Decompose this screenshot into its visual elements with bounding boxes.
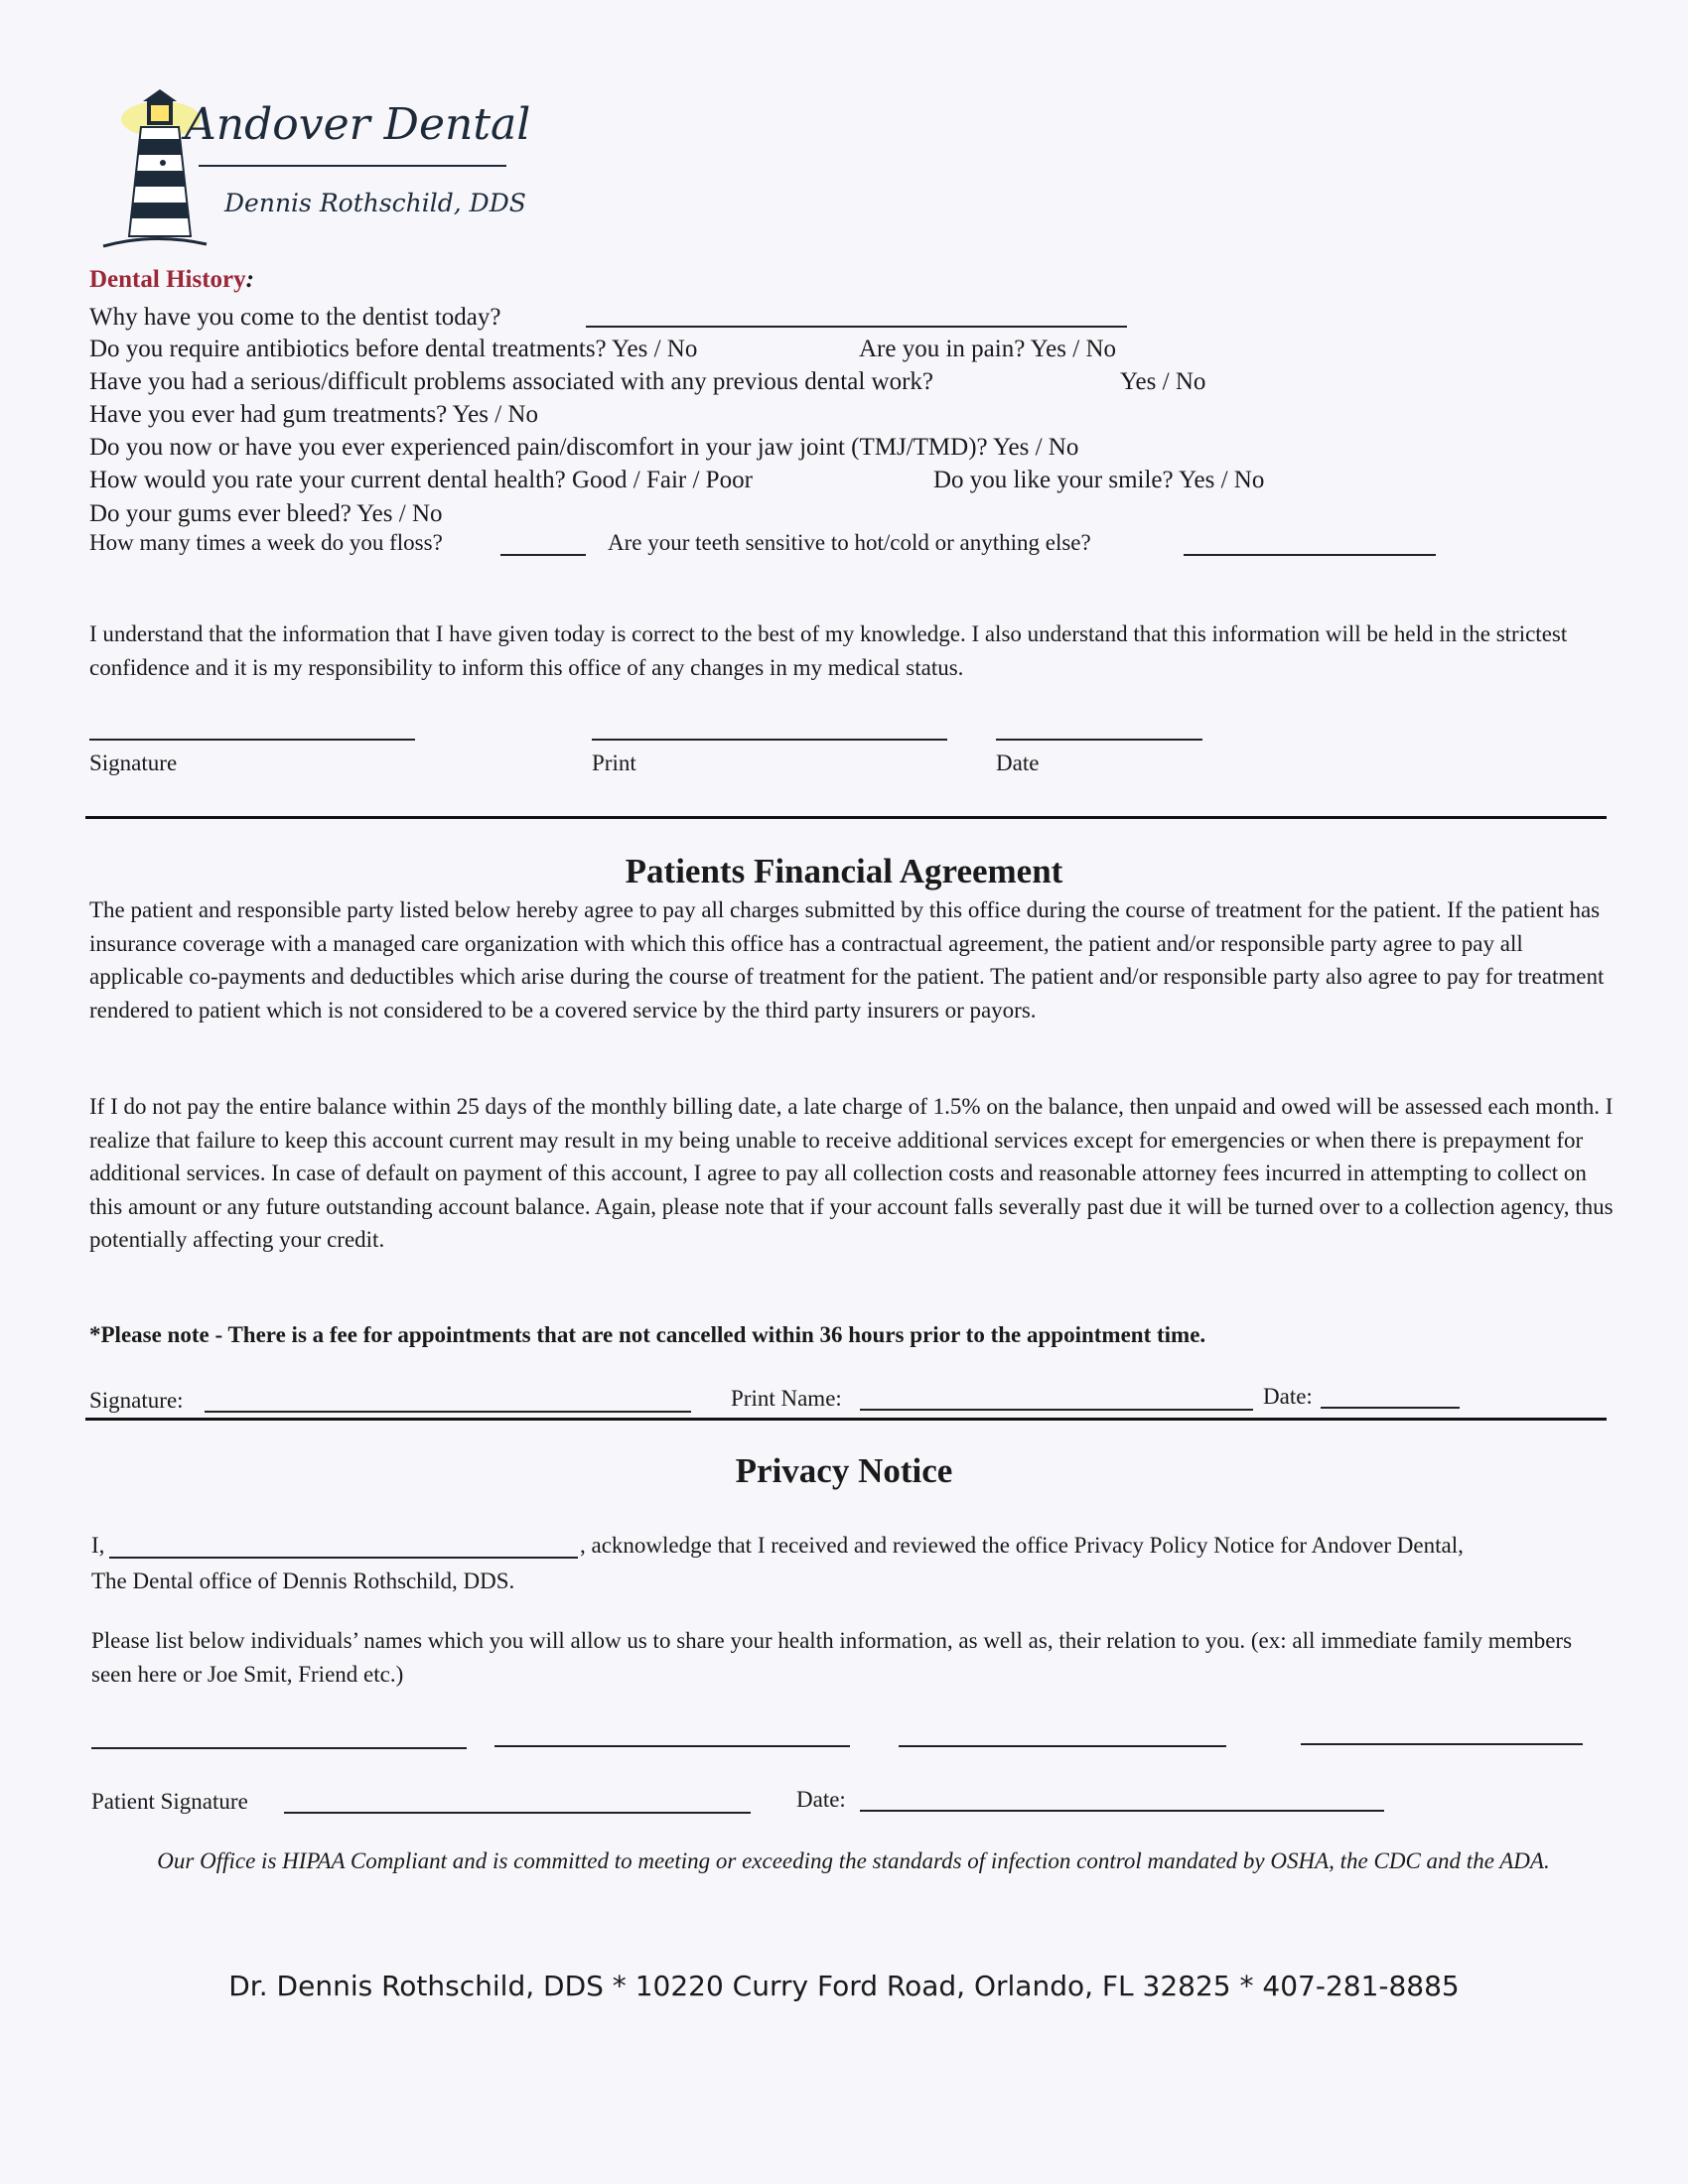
question-bleed: Do your gums ever bleed? Yes / No [89, 500, 443, 527]
financial-date-label: Date: [1263, 1384, 1313, 1409]
financial-signature-label: Signature: [89, 1388, 184, 1413]
question-tmj: Do you now or have you ever experienced pain/discomfort in your jaw joint (TMJ/TMD)? Yes / No [89, 434, 1079, 461]
dental-history-title: Dental History [89, 266, 246, 293]
financial-print-line[interactable] [860, 1409, 1253, 1411]
privacy-date-label: Date: [796, 1787, 846, 1812]
privacy-date-line[interactable] [860, 1810, 1384, 1812]
history-date-line[interactable] [996, 739, 1202, 741]
history-date-label: Date [996, 751, 1040, 775]
question-pain: Are you in pain? Yes / No [859, 336, 1117, 362]
question-rate: How would you rate your current dental health? Good / Fair / Poor [89, 467, 753, 493]
section-divider [85, 816, 1607, 819]
history-signature-label: Signature [89, 751, 178, 775]
question-antibiotics: Do you require antibiotics before dental treatments? Yes / No [89, 336, 698, 362]
financial-paragraph-1: The patient and responsible party listed below hereby agree to pay all charges submitted by this office during the course of treatment for the patient. If the patient has insurance coverage with a managed care organization with which this office has a contractual agreement, the patient and/or responsible party agree to pay all applicable co-payments and deductibles which arise during the course of treatment for the patient. The patient and/or responsible party also agree to pay for treatment rendered to patient which is not considered to be a covered service by the third party insurers or payors. [89, 897, 1605, 1023]
reason-field[interactable] [586, 326, 1127, 328]
history-statement: I understand that the information that I have given today is correct to the best of my knowledge. I also understand that this information will be held in the strictest confidence and it is my responsibility to inform this office of any changes in my medical status. [89, 621, 1568, 680]
authorized-name-line-2[interactable] [494, 1745, 850, 1747]
dental-history-colon: : [245, 266, 254, 293]
financial-title: Patients Financial Agreement [625, 852, 1063, 890]
footer-address: Dr. Dennis Rothschild, DDS * 10220 Curry Ford Road, Orlando, FL 32825 * 407-281-8885 [228, 1970, 1460, 2002]
financial-print-label: Print Name: [731, 1386, 842, 1411]
question-floss: How many times a week do you floss? [89, 530, 443, 555]
financial-signature-line[interactable] [205, 1411, 691, 1413]
patient-signature-line[interactable] [284, 1812, 751, 1814]
question-problems-options: Yes / No [1120, 368, 1206, 395]
question-reason: Why have you come to the dentist today? [89, 304, 501, 331]
privacy-acknowledgement: , acknowledge that I received and reviewed the office Privacy Policy Notice for Andover Dental, [580, 1533, 1464, 1558]
logo-divider [199, 165, 506, 167]
sensitive-field[interactable] [1184, 554, 1436, 556]
authorized-name-line-3[interactable] [899, 1745, 1226, 1747]
financial-date-line[interactable] [1321, 1407, 1460, 1409]
history-print-line[interactable] [592, 739, 947, 741]
privacy-i-label: I, [91, 1533, 105, 1558]
question-sensitive: Are your teeth sensitive to hot/cold or anything else? [608, 530, 1091, 555]
dental-history-heading [89, 266, 254, 294]
authorized-name-line-4[interactable] [1301, 1743, 1583, 1745]
question-gum: Have you ever had gum treatments? Yes / No [89, 401, 538, 428]
hipaa-statement: Our Office is HIPAA Compliant and is committed to meeting or exceeding the standards of infection control mandated by OSHA, the CDC and the ADA. [157, 1848, 1550, 1873]
patient-signature-label: Patient Signature [91, 1789, 248, 1814]
cancellation-note: *Please note - There is a fee for appointments that are not cancelled within 36 hours prior to the appointment time. [89, 1322, 1206, 1347]
privacy-title: Privacy Notice [735, 1451, 953, 1490]
question-problems: Have you had a serious/difficult problems associated with any previous dental work? [89, 368, 934, 395]
section-divider [85, 1418, 1607, 1421]
authorized-name-line-1[interactable] [91, 1747, 467, 1749]
floss-field[interactable] [500, 554, 586, 556]
privacy-list-instructions: Please list below individuals’ names which you will allow us to share your health information, as well as, their relation to you. (ex: all immediate family members seen here or Joe Smit, Friend etc.) [91, 1628, 1573, 1687]
doctor-name: Dennis Rothschild, DDS [224, 189, 526, 217]
question-smile: Do you like your smile? Yes / No [933, 467, 1265, 493]
privacy-name-line[interactable] [109, 1557, 578, 1559]
history-signature-line[interactable] [89, 739, 415, 741]
privacy-acknowledgement-2: The Dental office of Dennis Rothschild, DDS. [91, 1569, 515, 1593]
history-print-label: Print [592, 751, 636, 775]
financial-paragraph-2: If I do not pay the entire balance within 25 days of the monthly billing date, a late charge of 1.5% on the balance, then unpaid and owed will be assessed each month. I realize that failure to keep this account current may result in my being unable to receive additional services except for emergencies or when there is prepayment for additional services. In case of default on payment of this account, I agree to pay all collection costs and reasonable attorney fees incurred in attempting to collect on this amount or any future outstanding account balance. Again, please note that if your account falls severally past due it will be turned over to a collection agency, thus potentially affecting your credit. [89, 1094, 1614, 1252]
practice-name: Andover Dental [185, 99, 531, 150]
